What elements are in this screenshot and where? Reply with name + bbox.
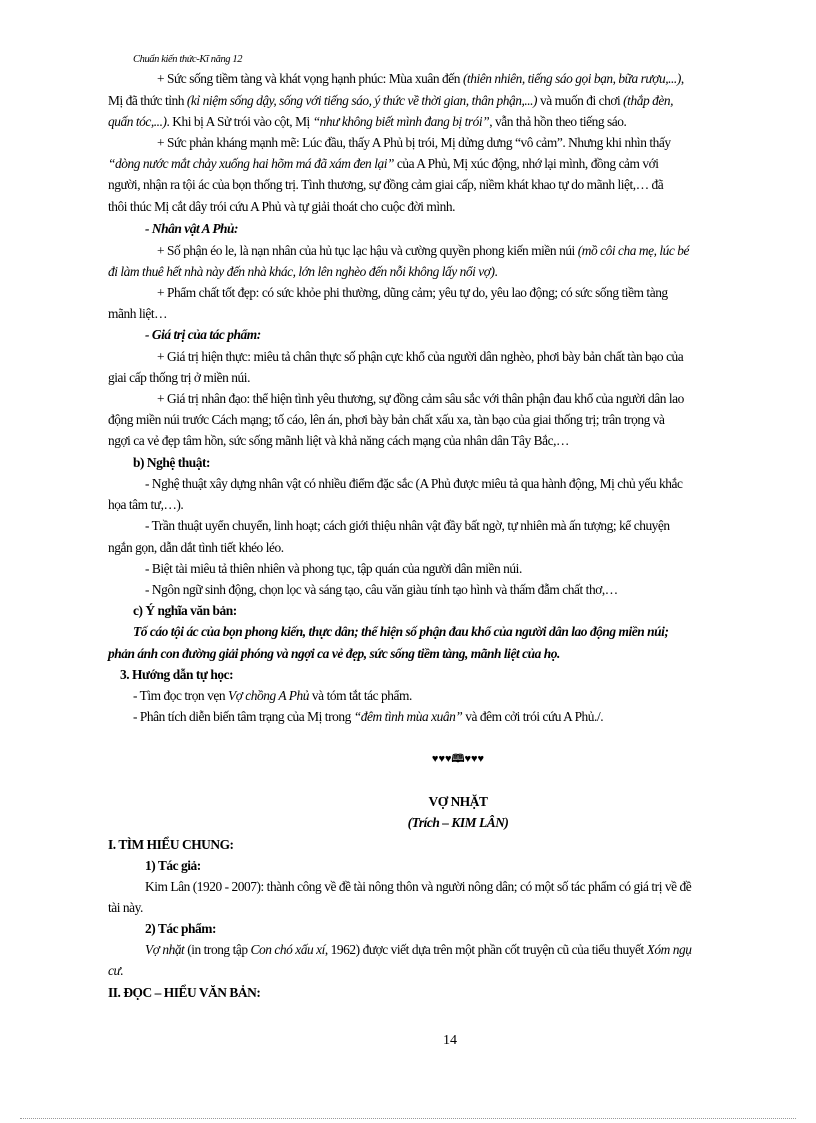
text-run: 1) Tác giả: bbox=[145, 858, 201, 873]
text-run: Vợ chồng A Phủ bbox=[227, 688, 310, 703]
text-line bbox=[108, 92, 772, 109]
text-line bbox=[108, 198, 772, 215]
page-bottom-divider bbox=[20, 1118, 796, 1119]
text-run: c) Ý nghĩa văn bản: bbox=[133, 603, 237, 618]
text-line bbox=[133, 708, 797, 725]
text-run: - Giá trị của tác phẩm: bbox=[145, 327, 261, 342]
text-run: (thiên nhiên, tiếng sáo gọi bạn, bữa rượu,...) bbox=[462, 71, 681, 86]
text-run: Mị đã thức tỉnh bbox=[108, 93, 187, 108]
text-line bbox=[108, 176, 772, 193]
text-run: b) Nghệ thuật: bbox=[133, 455, 211, 470]
text-line bbox=[108, 113, 772, 130]
text-run: 3. Hướng dẫn tự học: bbox=[120, 667, 234, 682]
text-line bbox=[108, 305, 772, 322]
text-run: , vẫn thả hồn theo tiếng sáo. bbox=[489, 114, 627, 129]
text-line bbox=[108, 793, 808, 810]
text-run: người, nhận ra tội ác của bọn thống trị. Tình thương, sự đồng cảm giai cấp, niềm khát khao tự do mãnh liệt,… đã bbox=[108, 177, 664, 192]
text-line bbox=[108, 962, 772, 979]
text-line bbox=[108, 899, 772, 916]
text-run: Vợ nhặt bbox=[145, 942, 185, 957]
text-line bbox=[157, 390, 816, 407]
section-divider-ornament: ♥♥♥🕮♥♥♥ bbox=[431, 753, 485, 765]
text-run: (kỉ niệm sống dậy, sống với tiếng sáo, ý thức về thời gian, thân phận,...) bbox=[186, 93, 538, 108]
text-run: ngợi ca vẻ đẹp tâm hồn, sức sống mãnh liệt và khả năng cách mạng của nhân dân Tây Bắc,… bbox=[108, 433, 569, 448]
text-line bbox=[133, 687, 797, 704]
text-line bbox=[120, 666, 784, 683]
text-run: + Giá trị nhân đạo: thể hiện tình yêu thương, sự đồng cảm sâu sắc với thân phận đau khổ của người dân lao bbox=[157, 391, 684, 406]
text-line bbox=[108, 836, 772, 853]
text-line bbox=[108, 432, 772, 449]
text-run: - Ngôn ngữ sinh động, chọn lọc và sáng tạo, câu văn giàu tính tạo hình và thấm đẫm chất thơ,… bbox=[145, 582, 618, 597]
text-line bbox=[145, 517, 809, 534]
text-run: Kim Lân (1920 - 2007): thành công về đề tài nông thôn và người nông dân; có một số tác phẩm có giá trị về đề bbox=[145, 879, 692, 894]
text-line bbox=[108, 984, 772, 1001]
text-run: - Phân tích diễn biến tâm trạng của Mị trong bbox=[133, 709, 354, 724]
text-run: và đêm cởi trói cứu A Phủ./. bbox=[462, 709, 604, 724]
text-line bbox=[145, 326, 809, 343]
text-run: VỢ NHẶT bbox=[428, 794, 488, 809]
text-run: động miền núi trước Cách mạng; tố cáo, lên án, phơi bày bản chất xấu xa, tàn bạo của giai thống trị; trân trọng và bbox=[108, 412, 665, 427]
text-line bbox=[108, 539, 772, 556]
text-run: - Biệt tài miêu tả thiên nhiên và phong tục, tập quán của người dân miền núi. bbox=[145, 561, 522, 576]
text-run: thôi thúc Mị cắt dây trói cứu A Phủ và tự giải thoát cho cuộc đời mình. bbox=[108, 199, 456, 214]
text-run: Con chó xấu xí bbox=[250, 942, 325, 957]
text-line bbox=[145, 920, 809, 937]
text-line bbox=[108, 496, 772, 513]
text-run: + Sức sống tiềm tàng và khát vọng hạnh phúc: Mùa xuân đến bbox=[157, 71, 463, 86]
text-run: quấn tóc,...) bbox=[108, 114, 167, 129]
text-line bbox=[145, 560, 809, 577]
text-line bbox=[157, 134, 816, 151]
text-run: tài này. bbox=[108, 900, 143, 915]
text-run: (in trong tập bbox=[184, 942, 251, 957]
text-line bbox=[145, 857, 809, 874]
text-line bbox=[157, 70, 816, 87]
text-run: cư. bbox=[108, 963, 124, 978]
text-line bbox=[108, 155, 772, 172]
text-run: “như không biết mình đang bị trói” bbox=[312, 114, 490, 129]
text-run: - Tìm đọc trọn vẹn bbox=[133, 688, 228, 703]
text-line bbox=[108, 645, 772, 662]
text-run: (thắp đèn, bbox=[623, 93, 673, 108]
text-run: - Nhân vật A Phủ: bbox=[145, 221, 239, 236]
text-run: giai cấp thống trị ở miền núi. bbox=[108, 370, 250, 385]
text-run: (mồ côi cha mẹ, lúc bé bbox=[577, 243, 690, 258]
text-line bbox=[108, 263, 772, 280]
text-run: “đêm tình mùa xuân” bbox=[353, 709, 463, 724]
text-run: 2) Tác phẩm: bbox=[145, 921, 216, 936]
running-header: Chuẩn kiến thức-Kĩ năng 12 bbox=[133, 54, 243, 65]
text-line bbox=[108, 814, 808, 831]
text-line bbox=[145, 581, 809, 598]
text-run: đi làm thuê hết nhà này đến nhà khác, lớn lên nghèo đến nỗi không lấy nổi vợ) bbox=[108, 264, 495, 279]
text-line bbox=[157, 242, 816, 259]
text-line bbox=[157, 348, 816, 365]
text-line bbox=[108, 369, 772, 386]
text-run: ngắn gọn, dẫn dắt tình tiết khéo léo. bbox=[108, 540, 284, 555]
text-line bbox=[145, 878, 809, 895]
text-line bbox=[133, 623, 797, 640]
text-line bbox=[133, 602, 797, 619]
text-run: + Giá trị hiện thực: miêu tả chân thực số phận cực khổ của người dân nghèo, phơi bày bản chất tàn bạo của bbox=[157, 349, 684, 364]
text-run: - Trần thuật uyển chuyển, linh hoạt; cách giới thiệu nhân vật đầy bất ngờ, tự nhiên mà ấn tượng; kể chuyện bbox=[145, 518, 670, 533]
page-number: 14 bbox=[443, 1033, 457, 1048]
text-run: I. TÌM HIỂU CHUNG: bbox=[108, 837, 234, 852]
text-run: của A Phủ, Mị xúc động, nhớ lại mình, đồng cảm với bbox=[393, 156, 659, 171]
text-run: phản ánh con đường giải phóng và ngợi ca vẻ đẹp, sức sống tiềm tàng, mãnh liệt của họ. bbox=[108, 646, 560, 661]
text-line bbox=[108, 411, 772, 428]
text-run: họa tâm tư,…). bbox=[108, 497, 184, 512]
text-line bbox=[157, 284, 816, 301]
text-run: , bbox=[680, 71, 684, 86]
text-run: + Số phận éo le, là nạn nhân của hủ tục lạc hậu và cường quyền phong kiến miền núi bbox=[157, 243, 578, 258]
text-run: , 1962) được viết dựa trên một phần cốt truyện cũ của tiểu thuyết bbox=[324, 942, 647, 957]
text-run: Tố cáo tội ác của bọn phong kiến, thực dân; thể hiện số phận đau khổ của người dân lao động miền núi; bbox=[133, 624, 669, 639]
text-run: mãnh liệt… bbox=[108, 306, 168, 321]
text-line bbox=[145, 220, 809, 237]
text-run: + Phẩm chất tốt đẹp: có sức khỏe phi thường, dũng cảm; yêu tự do, yêu lao động; có sức sống tiềm tàng bbox=[157, 285, 668, 300]
text-run: và tóm tắt tác phẩm. bbox=[309, 688, 412, 703]
text-run: và muốn đi chơi bbox=[537, 93, 624, 108]
text-line bbox=[133, 454, 797, 471]
text-run: Xóm ngụ bbox=[646, 942, 692, 957]
text-run: “dòng nước mắt chảy xuống hai hõm má đã xám đen lại” bbox=[108, 156, 394, 171]
text-run: + Sức phản kháng mạnh mẽ: Lúc đầu, thấy A Phủ bị trói, Mị dửng dưng “vô cảm”. Nhưng khi nhìn thấy bbox=[157, 135, 671, 150]
text-line bbox=[145, 475, 809, 492]
text-run: - Nghệ thuật xây dựng nhân vật có nhiều điểm đặc sắc (A Phủ được miêu tả qua hành động, Mị chủ yếu khắc bbox=[145, 476, 683, 491]
text-run: . bbox=[494, 264, 498, 279]
text-line bbox=[145, 941, 809, 958]
text-run: (Trích – KIM LÂN) bbox=[407, 815, 509, 830]
text-run: II. ĐỌC – HIỂU VĂN BẢN: bbox=[108, 985, 261, 1000]
text-run: . Khi bị A Sử trói vào cột, Mị bbox=[166, 114, 313, 129]
